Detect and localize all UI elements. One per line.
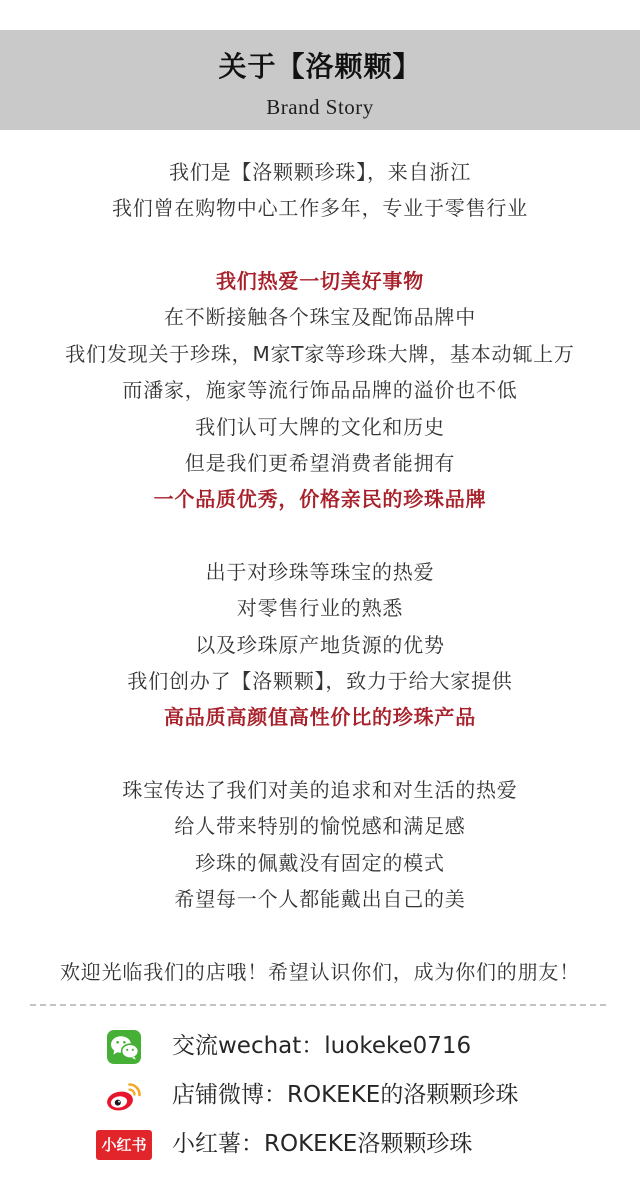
story-line: 珠宝传达了我们对美的追求和对生活的热爱 xyxy=(122,778,518,803)
xiaohongshu-icon xyxy=(94,1120,154,1169)
page-title: 关于【洛颗颗】 xyxy=(218,50,422,83)
contact-row-weibo xyxy=(0,1071,640,1120)
welcome-paragraph xyxy=(0,954,640,990)
welcome-line: 欢迎光临我们的店哦！希望认识你们，成为你们的朋友！ xyxy=(60,959,580,984)
story-line: 给人带来特别的愉悦感和满足感 xyxy=(174,814,466,839)
header-band xyxy=(0,30,640,130)
page-subtitle: Brand Story xyxy=(266,95,374,119)
story-paragraph xyxy=(0,263,640,518)
story-text xyxy=(0,154,640,990)
story-line: 但是我们更希望消费者能拥有 xyxy=(184,450,456,475)
story-line: 我们创办了【洛颗颗】，致力于给大家提供 xyxy=(127,669,513,694)
contact-row-wechat xyxy=(0,1022,640,1071)
story-paragraph xyxy=(0,154,640,227)
story-line: 我们是【洛颗颗珍珠】，来自浙江 xyxy=(169,160,471,184)
story-line: 我们发现关于珍珠，M家T家等珍珠大牌，基本动辄上万 xyxy=(65,341,575,366)
story-line: 希望每一个人都能戴出自己的美 xyxy=(174,887,466,912)
contact-weibo-text: 店铺微博：ROKEKE的洛颗颗珍珠 xyxy=(172,1082,519,1108)
dashed-divider xyxy=(30,1004,610,1006)
story-line: 而潘家，施家等流行饰品品牌的溢价也不低 xyxy=(122,378,518,403)
story-line: 在不断接触各个珠宝及配饰品牌中 xyxy=(164,305,476,330)
story-paragraph xyxy=(0,772,640,917)
xiaohongshu-logo-badge: 小红书 xyxy=(96,1130,152,1160)
story-line: 珍珠的佩戴没有固定的模式 xyxy=(195,850,445,875)
contact-wechat-text: 交流wechat：luokeke0716 xyxy=(172,1033,472,1059)
story-highlight-line: 我们热爱一切美好事物 xyxy=(216,269,424,294)
story-line: 我们曾在购物中心工作多年，专业于零售行业 xyxy=(112,196,528,221)
contact-xiaohongshu-text: 小红薯：ROKEKE洛颗颗珍珠 xyxy=(172,1131,473,1157)
weibo-icon xyxy=(94,1071,154,1120)
story-line: 对零售行业的熟悉 xyxy=(236,596,404,621)
story-line: 我们认可大牌的文化和历史 xyxy=(195,414,445,439)
story-line: 以及珍珠原产地货源的优势 xyxy=(195,632,445,657)
wechat-icon xyxy=(94,1022,154,1071)
story-paragraph xyxy=(0,554,640,736)
story-highlight-line: 高品质高颜值高性价比的珍珠产品 xyxy=(164,705,476,730)
story-highlight-line: 一个品质优秀，价格亲民的珍珠品牌 xyxy=(153,487,487,512)
contact-row-xiaohongshu xyxy=(0,1120,640,1169)
story-line: 出于对珍珠等珠宝的热爱 xyxy=(205,559,435,584)
contact-list xyxy=(0,1022,640,1169)
